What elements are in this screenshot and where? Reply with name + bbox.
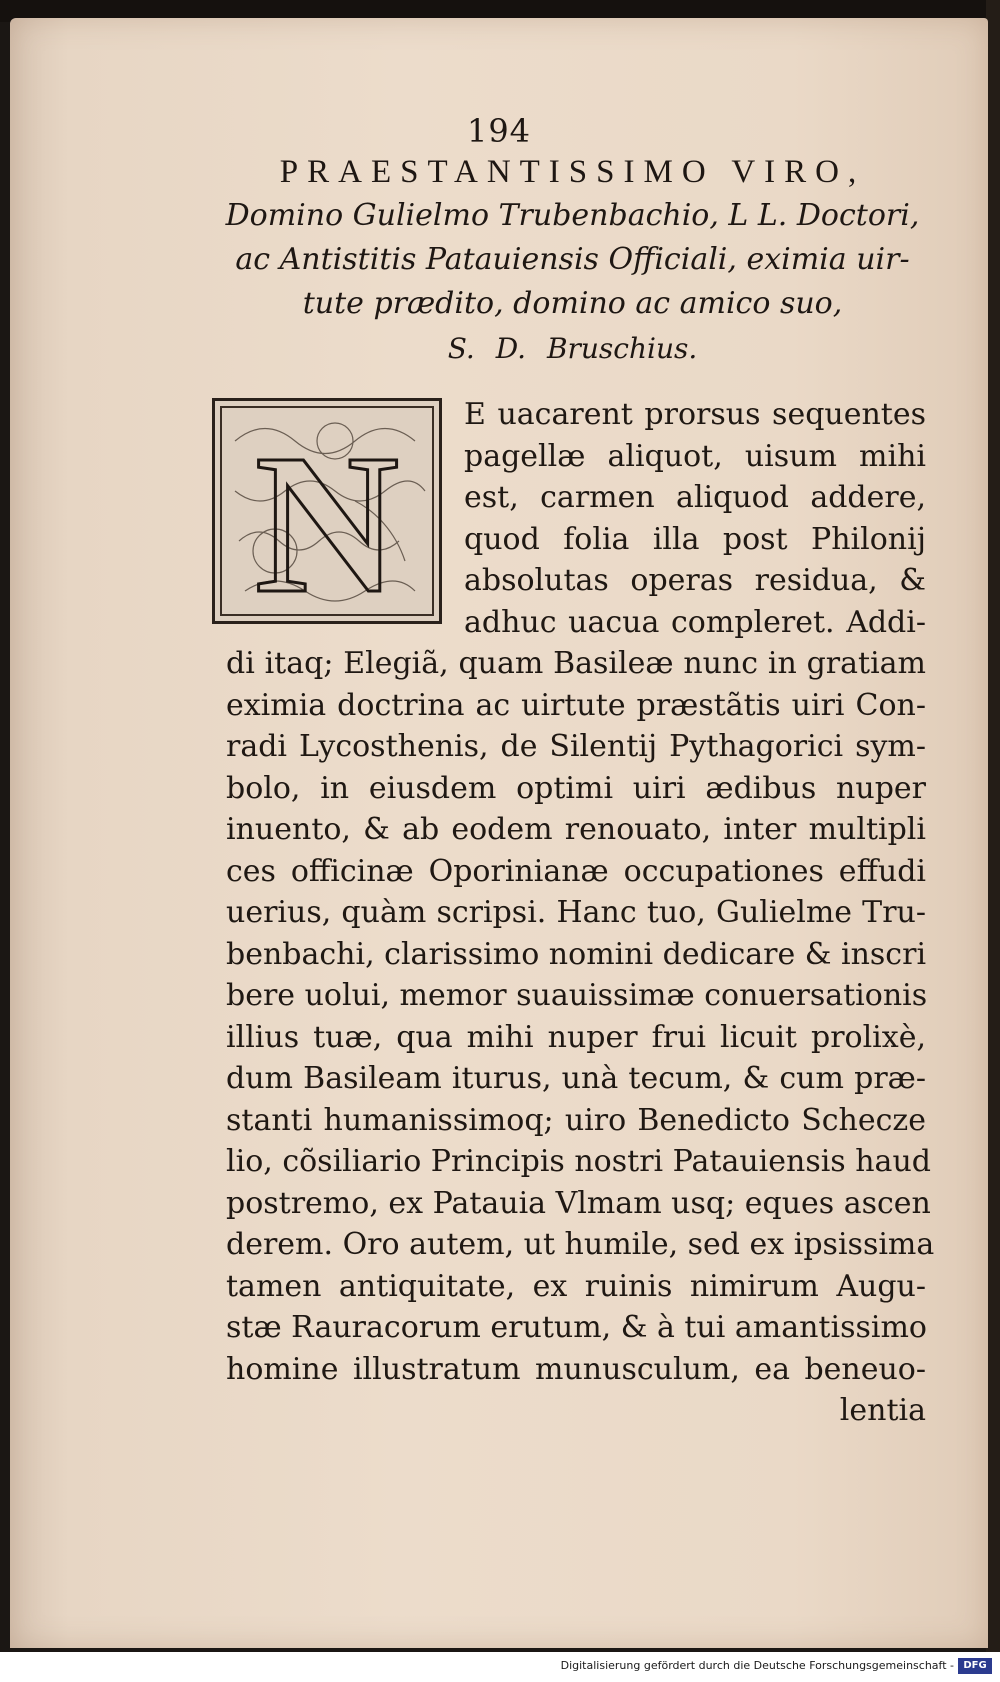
- text-line: homine illustratum munusculum, ea beneuo-: [226, 1351, 926, 1387]
- text-line: ces officinæ Oporinianæ occupationes effudi: [226, 853, 926, 889]
- text-line: pagellæ aliquot, uisum mihi: [464, 438, 926, 474]
- page-number: 194: [466, 112, 532, 150]
- heading-line-3: tute prædito, domino ac amico suo,: [302, 286, 843, 321]
- digitization-footer: [0, 1652, 1000, 1682]
- text-line: eximia doctrina ac uirtute præstãtis uiri Con-: [226, 687, 926, 723]
- text-line: di itaq; Elegiã, quam Basileæ nunc in gratiam: [226, 646, 926, 681]
- text-line: absolutas operas residua, &: [464, 563, 926, 598]
- text-line: bolo, in eiusdem optimi uiri ædibus nuper: [226, 770, 926, 806]
- book-spine-edge: [986, 0, 1000, 1682]
- text-line: benbachi, clarissimo nomini dedicare & inscri: [226, 936, 927, 972]
- heading-line-1: Domino Gulielmo Trubenbachio, L L. Doctori,: [225, 198, 920, 233]
- dedication-heading: [205, 150, 940, 372]
- text-line: tamen antiquitate, ex ruinis nimirum Augu-: [226, 1268, 926, 1304]
- text-line: lio, cõsiliario Principis nostri Patauiensis haud: [226, 1144, 931, 1179]
- text-line: radi Lycosthenis, de Silentij Pythagorici sym-: [226, 729, 926, 764]
- text-line: stæ Rauracorum erutum, & à tui amantissimo: [226, 1310, 927, 1345]
- text-line: adhuc uacua compleret. Addi-: [464, 604, 926, 640]
- text-line: E uacarent prorsus sequentes: [464, 397, 926, 432]
- text-line: inuento, & ab eodem renouato, inter multipli: [226, 812, 926, 847]
- text-line: postremo, ex Patauia Vlmam usq; eques ascen: [226, 1185, 931, 1221]
- heading-line-2: ac Antistitis Patauiensis Officiali, eximia uir-: [235, 242, 910, 277]
- initial-letter: N: [254, 414, 400, 621]
- text-line: bere uolui, memor suauissimæ conuersationis: [226, 978, 928, 1013]
- text-line: quod folia illa post Philonij: [464, 521, 926, 557]
- dfg-logo-icon: DFG: [958, 1658, 992, 1674]
- text-line: est, carmen aliquod addere,: [464, 480, 926, 515]
- text-line: illius tuæ, qua mihi nuper frui licuit prolixè,: [226, 1019, 926, 1055]
- body-text: [226, 394, 935, 1432]
- text-line: dum Basileam iturus, unà tecum, & cum præ-: [226, 1061, 926, 1096]
- text-line: uerius, quàm scripsi. Hanc tuo, Gulielme Tru-: [226, 895, 926, 930]
- heading-title: PRAESTANTISSIMO VIRO,: [279, 154, 866, 190]
- footer-credit: Digitalisierung gefördert durch die Deutsche Forschungsgemeinschaft -: [560, 1659, 954, 1672]
- text-line: stanti humanissimoq; uiro Benedicto Schecze: [226, 1102, 926, 1138]
- heading-signoff: S. D. Bruschius.: [447, 332, 698, 365]
- text-line: derem. Oro autem, ut humile, sed ex ipsissima: [226, 1227, 935, 1262]
- catchword: lentia: [839, 1393, 926, 1428]
